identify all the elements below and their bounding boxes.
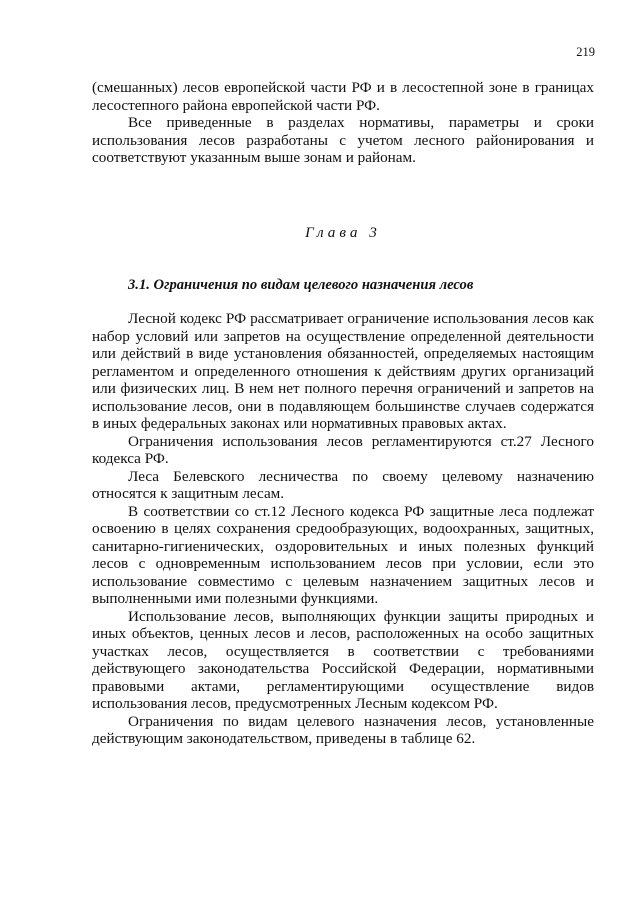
paragraph: Лесной кодекс РФ рассматривает ограничение использования лесов как набор условий или запретов на осуществление определенной деятельности или действий в виде установления обязанностей, определяемых настоящим регламентом и определенного отношения к действиям других организаций или физических лиц. В нем нет полного перечня ограничений и запретов на использование лесов, они в подавляющем большинстве случаев содержатся в иных федеральных законах или нормативных правовых актах. [92,310,594,432]
paragraph: Использование лесов, выполняющих функции защиты природных и иных объектов, ценных лесов и лесов, расположенных на особо защитных участках лесов, осуществляется в соответствии с требованиями действующего законодательства Российской Федерации, нормативными правовыми актами, регламентирующими осуществление видов использования лесов, предусмотренных Лесным кодексом РФ. [92,607,594,712]
chapter-title: Глава 3 [305,224,381,241]
paragraph: Все приведенные в разделах нормативы, параметры и сроки использования лесов разработаны с учетом лесного районирования и соответствуют указанным выше зонам и районам. [92,114,594,166]
body-text-block [92,310,594,748]
paragraph-continuation: (смешанных) лесов европейской части РФ и в лесостепной зоне в границах лесостепного района европейской части РФ. [92,79,594,114]
paragraph: Леса Белевского лесничества по своему целевому назначению относятся к защитным лесам. [92,467,594,502]
paragraph: В соответствии со ст.12 Лесного кодекса РФ защитные леса подлежат освоению в целях сохранения средообразующих, водоохранных, защитных, санитарно-гигиенических, оздоровительных и иных полезных функций лесов с одновременным использованием лесов при условии, если это использование совместимо с целевым назначением защитных лесов и выполненными ими полезными функциями. [92,502,594,607]
paragraph: Ограничения использования лесов регламентируются ст.27 Лесного кодекса РФ. [92,432,594,467]
paragraph: Ограничения по видам целевого назначения лесов, установленные действующим законодательством, приведены в таблице 62. [92,712,594,747]
section-heading: 3.1. Ограничения по видам целевого назначения лесов [128,277,474,293]
page-number: 219 [576,45,595,59]
top-text-block [92,79,594,167]
